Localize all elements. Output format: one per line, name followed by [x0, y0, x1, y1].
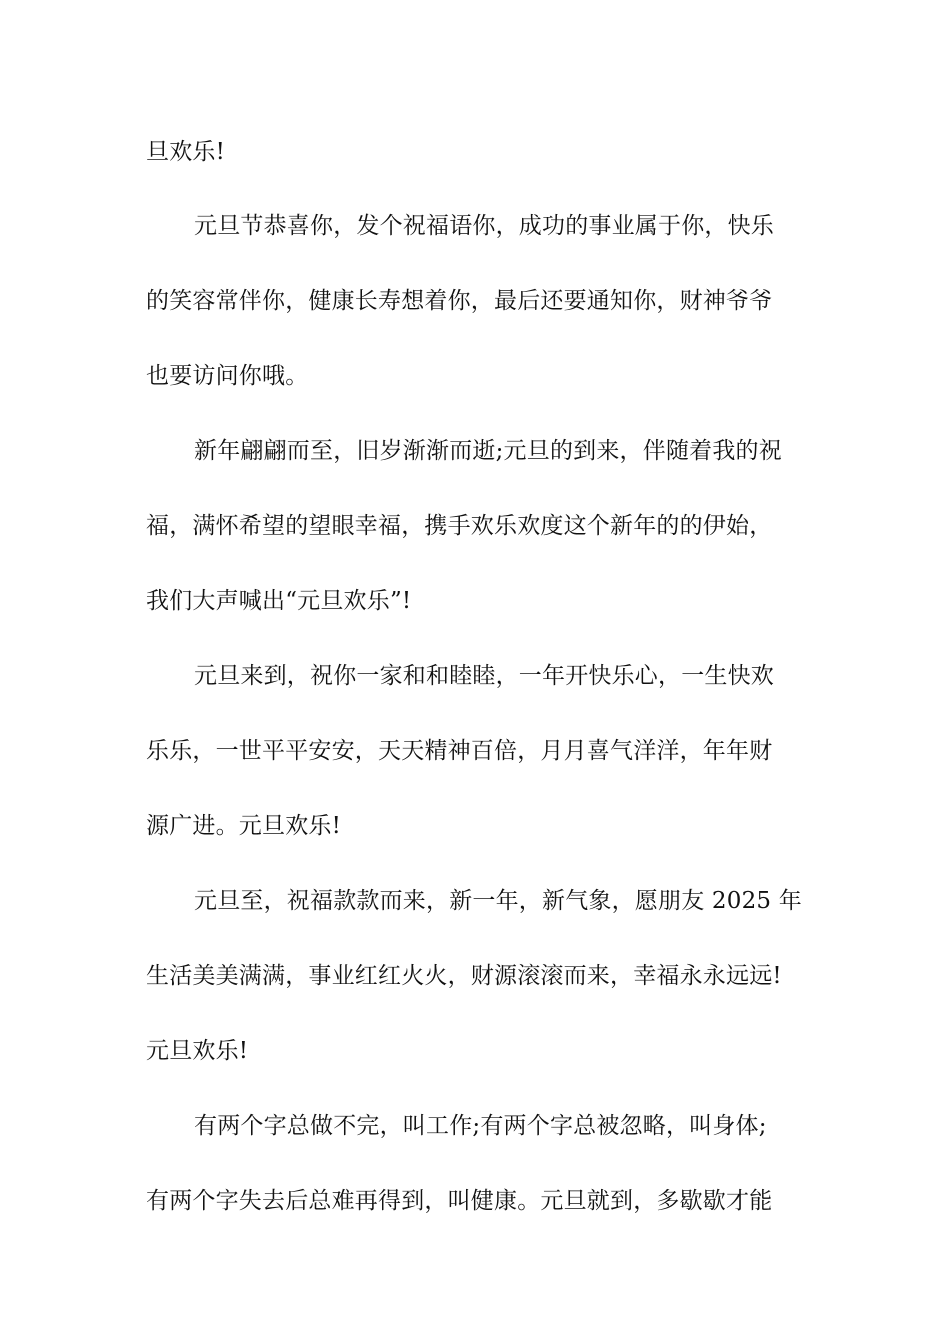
text-line: 的笑容常伴你，健康长寿想着你，最后还要通知你，财神爷爷: [146, 288, 773, 314]
text-line: 我们大声喊出“元旦欢乐”!: [146, 588, 412, 614]
text-line: 有两个字失去后总难再得到，叫健康。元旦就到，多歇歇才能: [146, 1188, 773, 1214]
paragraph-start-line: 有两个字总做不完，叫工作;有两个字总被忽略，叫身体;: [194, 1113, 767, 1139]
paragraph-start-line: 新年翩翩而至，旧岁渐渐而逝;元旦的到来，伴随着我的祝: [194, 438, 782, 464]
text-line: 乐乐，一世平平安安，天天精神百倍，月月喜气洋洋，年年财: [146, 738, 773, 764]
text-line: 福，满怀希望的望眼幸福，携手欢乐欢度这个新年的的伊始，: [146, 513, 773, 539]
paragraph-start-line: 元旦节恭喜你，发个祝福语你，成功的事业属于你，快乐: [194, 213, 774, 239]
paragraph-start-line: 元旦来到，祝你一家和和睦睦，一年开快乐心，一生快欢: [194, 663, 774, 689]
text-line: 生活美美满满，事业红红火火，财源滚滚而来，幸福永永远远!: [146, 963, 782, 989]
text-line: 源广进。元旦欢乐!: [146, 813, 342, 839]
text-line: 旦欢乐!: [146, 139, 226, 165]
text-line: 元旦欢乐!: [146, 1038, 249, 1064]
paragraph-start-line: 元旦至，祝福款款而来，新一年，新气象，愿朋友 2025 年: [194, 888, 802, 914]
text-line: 也要访问你哦。: [146, 363, 309, 389]
